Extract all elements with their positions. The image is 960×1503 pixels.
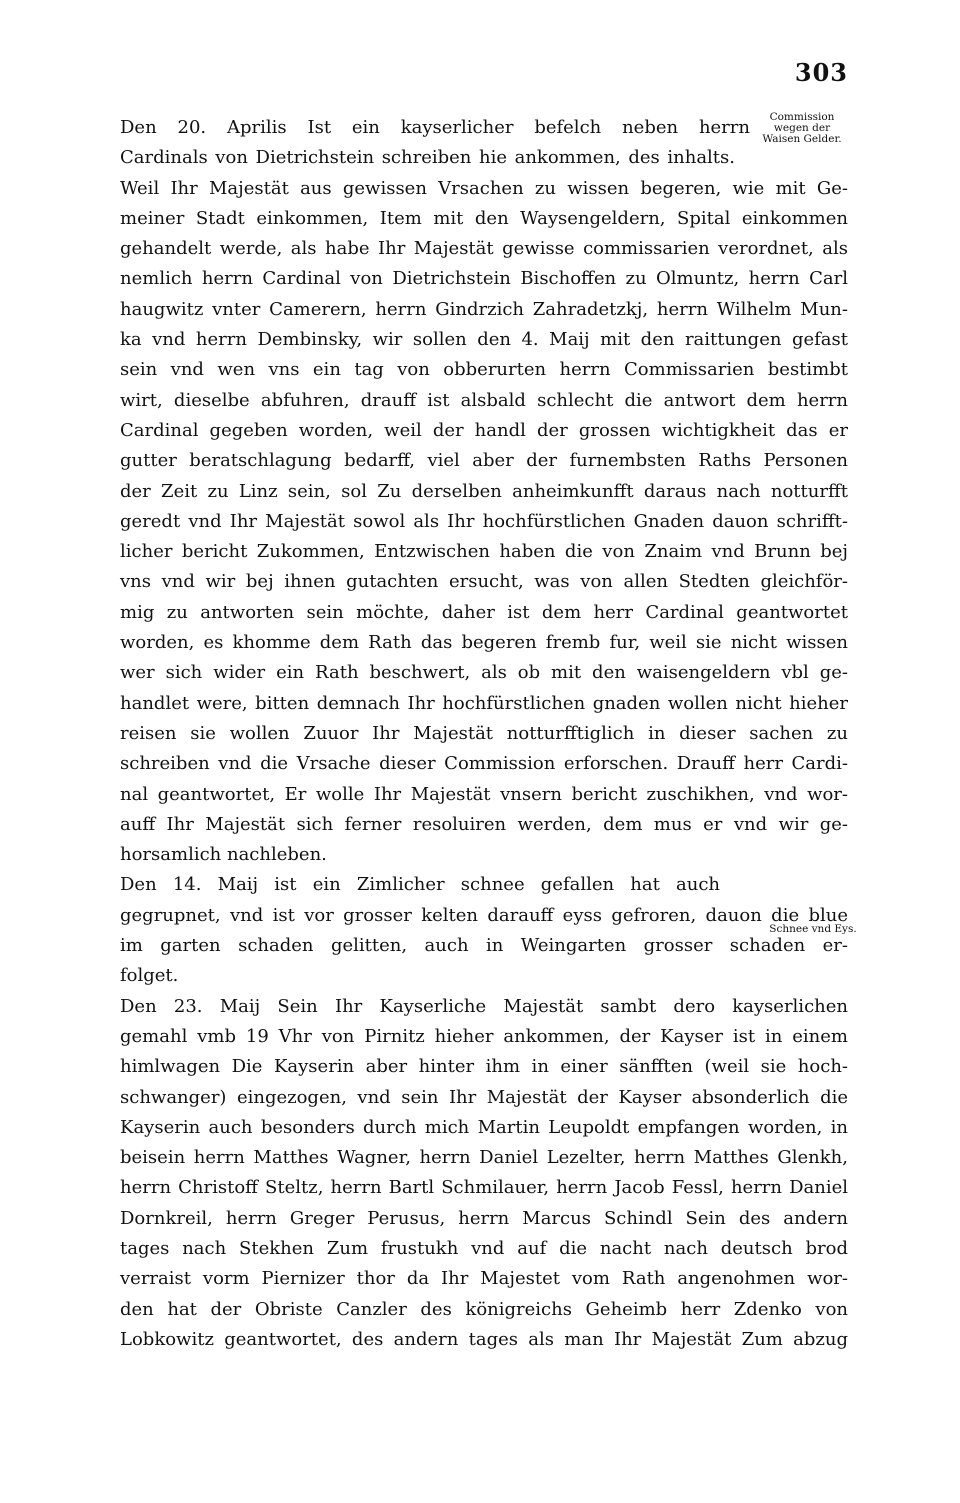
- text-line: folget.: [120, 965, 179, 987]
- text-line: mig zu antworten sein möchte, daher ist dem herr Cardinal geantwortet: [120, 601, 848, 623]
- text-line: Den 14. Maij ist ein Zimlicher schnee gefallen hat auch: [120, 874, 720, 896]
- text-line: den hat der Obriste Canzler des königreichs Geheimb herr Zdenko von: [120, 1298, 848, 1320]
- text-line: sein vnd wen vns ein tag von obberurten herrn Commissarien bestimbt: [120, 359, 848, 381]
- text-line: herrn Christoff Steltz, herrn Bartl Schmilauer, herrn Jacob Fessl, herrn Daniel: [120, 1177, 848, 1199]
- text-line: Kayserin auch besonders durch mich Martin Leupoldt empfangen worden, in: [120, 1116, 848, 1138]
- text-line: gegrupnet, vnd ist vor grosser kelten darauff eyss gefroren, dauon die blue: [120, 904, 848, 926]
- text-line: reisen sie wollen Zuuor Ihr Majestät notturfftiglich in dieser sachen zu: [120, 722, 848, 744]
- text-line: im garten schaden gelitten, auch in Weingarten grosser schaden er-: [120, 935, 848, 957]
- text-line: nemlich herrn Cardinal von Dietrichstein Bischoffen zu Olmuntz, herrn Carl: [120, 268, 848, 290]
- text-line: wirt, dieselbe abfuhren, drauff ist alsbald schlecht die antwort dem herrn: [120, 389, 848, 411]
- text-line: handlet were, bitten demnach Ihr hochfürstlichen gnaden wollen nicht hieher: [120, 692, 848, 714]
- text-line: auff Ihr Majestät sich ferner resoluiren werden, dem mus er vnd wir ge-: [120, 813, 848, 835]
- text-line: beisein herrn Matthes Wagner, herrn Daniel Lezelter, herrn Matthes Glenkh,: [120, 1147, 848, 1169]
- text-line: Lobkowitz geantwortet, des andern tages als man Ihr Majestät Zum abzug: [120, 1328, 848, 1350]
- text-line: tages nach Stekhen Zum frustukh vnd auf die nacht nach deutsch brod: [120, 1237, 848, 1259]
- text-line: Dornkreil, herrn Greger Perusus, herrn Marcus Schindl Sein des andern: [120, 1207, 848, 1229]
- margin-note-line: Commission: [769, 111, 835, 123]
- text-line: der Zeit zu Linz sein, sol Zu derselben anheimkunfft daraus nach notturfft: [120, 480, 848, 502]
- text-line: gehandelt werde, als habe Ihr Majestät gewisse commissarien verordnet, als: [120, 238, 848, 260]
- margin-note-line: wegen der: [773, 122, 831, 134]
- text-line: horsamlich nachleben.: [120, 844, 327, 866]
- text-line: worden, es khomme dem Rath das begeren fremb fur, weil sie nicht wissen: [120, 632, 848, 654]
- body-text: [120, 113, 848, 1355]
- text-line: gemahl vmb 19 Vhr von Pirnitz hieher ankommen, der Kayser ist in einem: [120, 1025, 848, 1047]
- text-line: himlwagen Die Kayserin aber hinter ihm in einer sänfften (weil sie hoch-: [120, 1056, 848, 1078]
- text-line: schreiben vnd die Vrsache dieser Commission erforschen. Drauff herr Cardi-: [120, 753, 848, 775]
- text-line: ka vnd herrn Dembinsky, wir sollen den 4. Maij mit den raittungen gefast: [120, 329, 848, 351]
- text-line: schwanger) eingezogen, vnd sein Ihr Majestät der Kayser absonderlich die: [120, 1086, 848, 1108]
- text-line: Den 20. Aprilis Ist ein kayserlicher befelch neben herrn: [120, 117, 750, 138]
- page-number: 303: [794, 58, 848, 87]
- text-line: licher bericht Zukommen, Entzwischen haben die von Znaim vnd Brunn bej: [120, 541, 848, 563]
- text-line: Cardinal gegeben worden, weil der handl der grossen wichtigkheit das er: [120, 419, 848, 441]
- text-line: nal geantwortet, Er wolle Ihr Majestät vnsern bericht zuschikhen, vnd wor-: [120, 783, 848, 805]
- text-line: meiner Stadt einkommen, Item mit den Waysengeldern, Spital einkommen: [120, 207, 848, 229]
- text-line: wer sich wider ein Rath beschwert, als ob mit den waisengeldern vbl ge-: [120, 662, 848, 684]
- text-line: haugwitz vnter Camerern, herrn Gindrzich Zahradetzkj, herrn Wilhelm Mun-: [120, 298, 848, 320]
- text-line: vns vnd wir bej ihnen gutachten ersucht, was von allen Stedten gleichför-: [120, 571, 848, 593]
- margin-note-snow: Schnee vnd Eys.: [769, 923, 857, 935]
- text-line: gutter beratschlagung bedarff, viel aber der furnembsten Raths Personen: [120, 450, 848, 472]
- margin-note-line: Waisen Gelder.: [762, 133, 842, 145]
- text-line: Cardinals von Dietrichstein schreiben hie ankommen, des inhalts.: [120, 147, 735, 169]
- text-line: verraist vorm Piernizer thor da Ihr Majestet vom Rath angenohmen wor-: [120, 1268, 848, 1290]
- text-line: Den 23. Maij Sein Ihr Kayserliche Majestät sambt dero kayserlichen: [120, 995, 848, 1017]
- text-line: Weil Ihr Majestät aus gewissen Vrsachen zu wissen begeren, wie mit Ge-: [120, 177, 848, 199]
- text-line: geredt vnd Ihr Majestät sowol als Ihr hochfürstlichen Gnaden dauon schrifft-: [120, 510, 848, 532]
